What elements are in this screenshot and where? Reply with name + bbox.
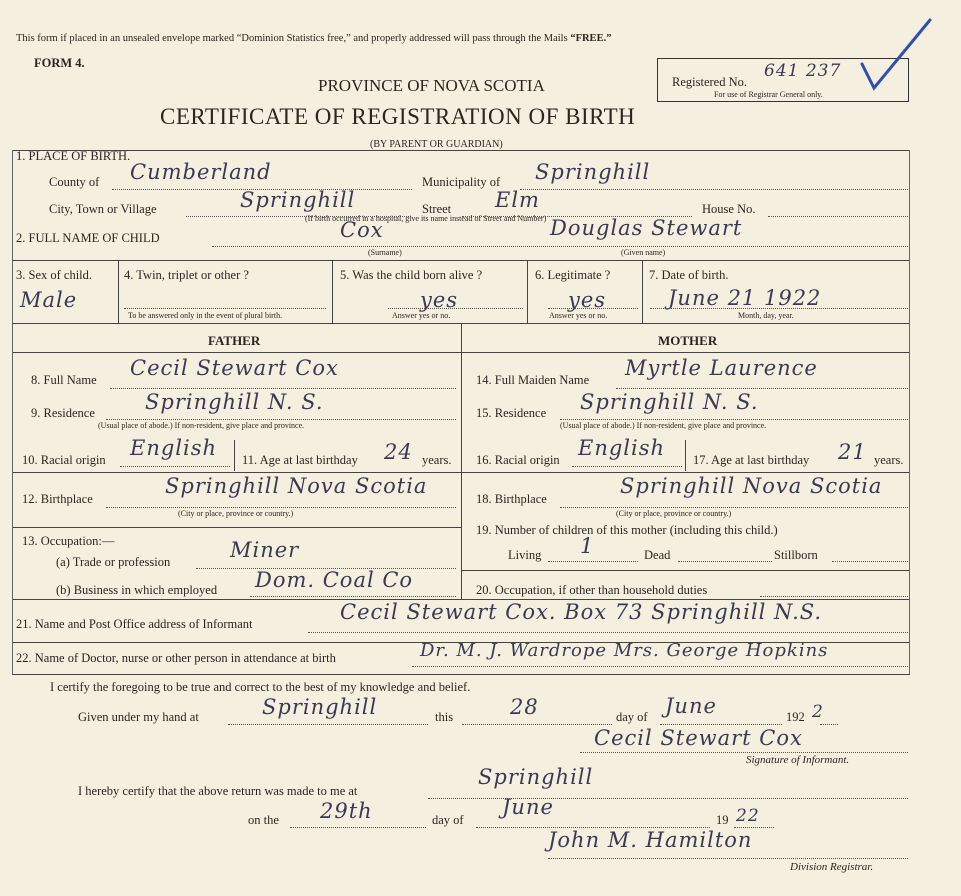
- doctor-label: 22. Name of Doctor, nurse or other person in attendance at birth: [16, 651, 336, 665]
- mother-name-value: Myrtle Laurence: [625, 356, 818, 380]
- subtitle: (BY PARENT OR GUARDIAN): [370, 139, 503, 150]
- given-under-label: Given under my hand at: [78, 710, 199, 724]
- mail-notice-free: “FREE.”: [570, 33, 612, 44]
- father-name-value: Cecil Stewart Cox: [130, 356, 339, 380]
- page-title: CERTIFICATE OF REGISTRATION OF BIRTH: [160, 104, 636, 129]
- house-number-label: House No.: [702, 202, 756, 216]
- registrar-signature-caption: Division Registrar.: [790, 861, 874, 873]
- informant-signature: Cecil Stewart Cox: [594, 726, 803, 750]
- mail-notice-text: This form if placed in an unsealed envelope marked “Dominion Statistics free,” and properly addressed will pass through the Mails: [16, 33, 568, 44]
- father-business-value: Dom. Coal Co: [255, 568, 414, 592]
- check-mark-icon: [856, 16, 936, 96]
- municipality-label: Municipality of: [422, 175, 501, 189]
- informant-label: 21. Name and Post Office address of Informant: [16, 617, 253, 631]
- sex-label: 3. Sex of child.: [16, 268, 93, 282]
- city-value: Springhill: [240, 188, 356, 212]
- given-day-of-label: day of: [616, 710, 648, 724]
- informant-signature-caption: Signature of Informant.: [746, 754, 850, 766]
- father-birthplace-note: (City or place, province or country.): [178, 509, 294, 518]
- father-trade-value: Miner: [230, 538, 300, 562]
- father-racial-value: English: [130, 436, 218, 460]
- mother-racial-value: English: [578, 436, 666, 460]
- street-label: Street: [422, 202, 452, 216]
- child-given-value: Douglas Stewart: [550, 216, 743, 240]
- legitimate-label: 6. Legitimate ?: [535, 268, 611, 282]
- mother-heading: MOTHER: [658, 333, 718, 348]
- father-residence-label: 9. Residence: [31, 406, 95, 420]
- given-day-value: 28: [510, 695, 539, 719]
- mother-occupation-label: 20. Occupation, if other than household duties: [476, 583, 708, 597]
- province-heading: PROVINCE OF NOVA SCOTIA: [318, 76, 545, 95]
- mother-age-years: years.: [874, 453, 904, 467]
- this-label: this: [435, 710, 454, 724]
- mother-residence-label: 15. Residence: [476, 406, 547, 420]
- legitimate-note: Answer yes or no.: [549, 311, 608, 320]
- father-occupation-label: 13. Occupation:—: [22, 534, 115, 548]
- legitimate-value: yes: [568, 288, 607, 312]
- father-age-label: 11. Age at last birthday: [242, 453, 358, 467]
- street-value: Elm: [495, 188, 540, 212]
- mother-birthplace-value: Springhill Nova Scotia: [620, 474, 883, 498]
- hospital-note: (If birth occurred in a hospital, give its name instead of Street and Number): [305, 214, 547, 223]
- alive-value: yes: [420, 288, 459, 312]
- informant-value: Cecil Stewart Cox. Box 73 Springhill N.S.: [340, 600, 823, 624]
- sex-value: Male: [20, 288, 78, 312]
- doctor-value: Dr. M. J. Wardrope Mrs. George Hopkins: [420, 640, 829, 661]
- given-caption: (Given name): [621, 248, 666, 257]
- mother-residence-value: Springhill N. S.: [580, 390, 759, 414]
- dob-note: Month, day, year.: [738, 311, 794, 320]
- dob-label: 7. Date of birth.: [649, 268, 729, 282]
- mail-notice: [16, 33, 611, 44]
- registrar-year-prefix: 19: [716, 813, 729, 827]
- mother-birthplace-note: (City or place, province or country.): [616, 509, 732, 518]
- father-heading: FATHER: [208, 333, 261, 348]
- registrar-note: For use of Registrar General only.: [714, 90, 823, 99]
- given-year-prefix: 192: [786, 710, 805, 724]
- registrar-signature: John M. Hamilton: [548, 828, 753, 852]
- given-month-value: June: [665, 694, 717, 718]
- mother-living-value: 1: [580, 534, 595, 558]
- dob-value: June 21 1922: [668, 286, 822, 310]
- child-name-label: 2. FULL NAME OF CHILD: [16, 231, 160, 245]
- twin-note: To be answered only in the event of plural birth.: [128, 311, 283, 320]
- twin-label: 4. Twin, triplet or other ?: [124, 268, 249, 282]
- registrar-certify-text: I hereby certify that the above return was made to me at: [78, 784, 358, 798]
- father-residence-value: Springhill N. S.: [145, 390, 324, 414]
- alive-label: 5. Was the child born alive ?: [340, 268, 483, 282]
- father-trade-label: (a) Trade or profession: [56, 555, 171, 569]
- municipality-value: Springhill: [535, 160, 651, 184]
- surname-caption: (Surname): [368, 248, 402, 257]
- place-of-birth-label: 1. PLACE OF BIRTH.: [16, 149, 131, 163]
- registrar-place-value: Springhill: [478, 765, 594, 789]
- registrar-year-suffix: 22: [736, 806, 760, 826]
- alive-note: Answer yes or no.: [392, 311, 451, 320]
- mother-name-label: 14. Full Maiden Name: [476, 373, 590, 387]
- father-residence-note: (Usual place of abode.) If non-resident, give place and province.: [98, 421, 305, 430]
- registrar-month-value: June: [502, 795, 554, 819]
- father-birthplace-label: 12. Birthplace: [22, 492, 93, 506]
- registered-label: Registered No.: [672, 75, 747, 89]
- mother-living-label: Living: [508, 548, 542, 562]
- father-business-label: (b) Business in which employed: [56, 583, 218, 597]
- registrar-day-value: 29th: [320, 799, 373, 823]
- given-year-suffix: 2: [812, 702, 824, 722]
- child-surname-value: Cox: [340, 218, 384, 242]
- mother-age-value: 21: [838, 440, 867, 464]
- registered-number: 641 237: [764, 61, 842, 81]
- father-birthplace-value: Springhill Nova Scotia: [165, 474, 428, 498]
- mother-stillborn-label: Stillborn: [774, 548, 818, 562]
- certify-text: I certify the foregoing to be true and correct to the best of my knowledge and belief.: [50, 680, 471, 694]
- city-label: City, Town or Village: [49, 202, 157, 216]
- mother-residence-note: (Usual place of abode.) If non-resident, give place and province.: [560, 421, 767, 430]
- registrar-on-the-label: on the: [248, 813, 279, 827]
- father-age-years: years.: [422, 453, 452, 467]
- father-name-label: 8. Full Name: [31, 373, 97, 387]
- mother-birthplace-label: 18. Birthplace: [476, 492, 547, 506]
- registrar-day-of-label: day of: [432, 813, 464, 827]
- mother-age-label: 17. Age at last birthday: [693, 453, 810, 467]
- mother-racial-label: 16. Racial origin: [476, 453, 560, 467]
- mother-dead-label: Dead: [644, 548, 671, 562]
- county-label: County of: [49, 175, 100, 189]
- father-age-value: 24: [384, 440, 413, 464]
- father-racial-label: 10. Racial origin: [22, 453, 106, 467]
- county-value: Cumberland: [130, 160, 272, 184]
- form-number: FORM 4.: [34, 56, 85, 70]
- mother-children-label: 19. Number of children of this mother (including this child.): [476, 523, 778, 537]
- given-place-value: Springhill: [262, 695, 378, 719]
